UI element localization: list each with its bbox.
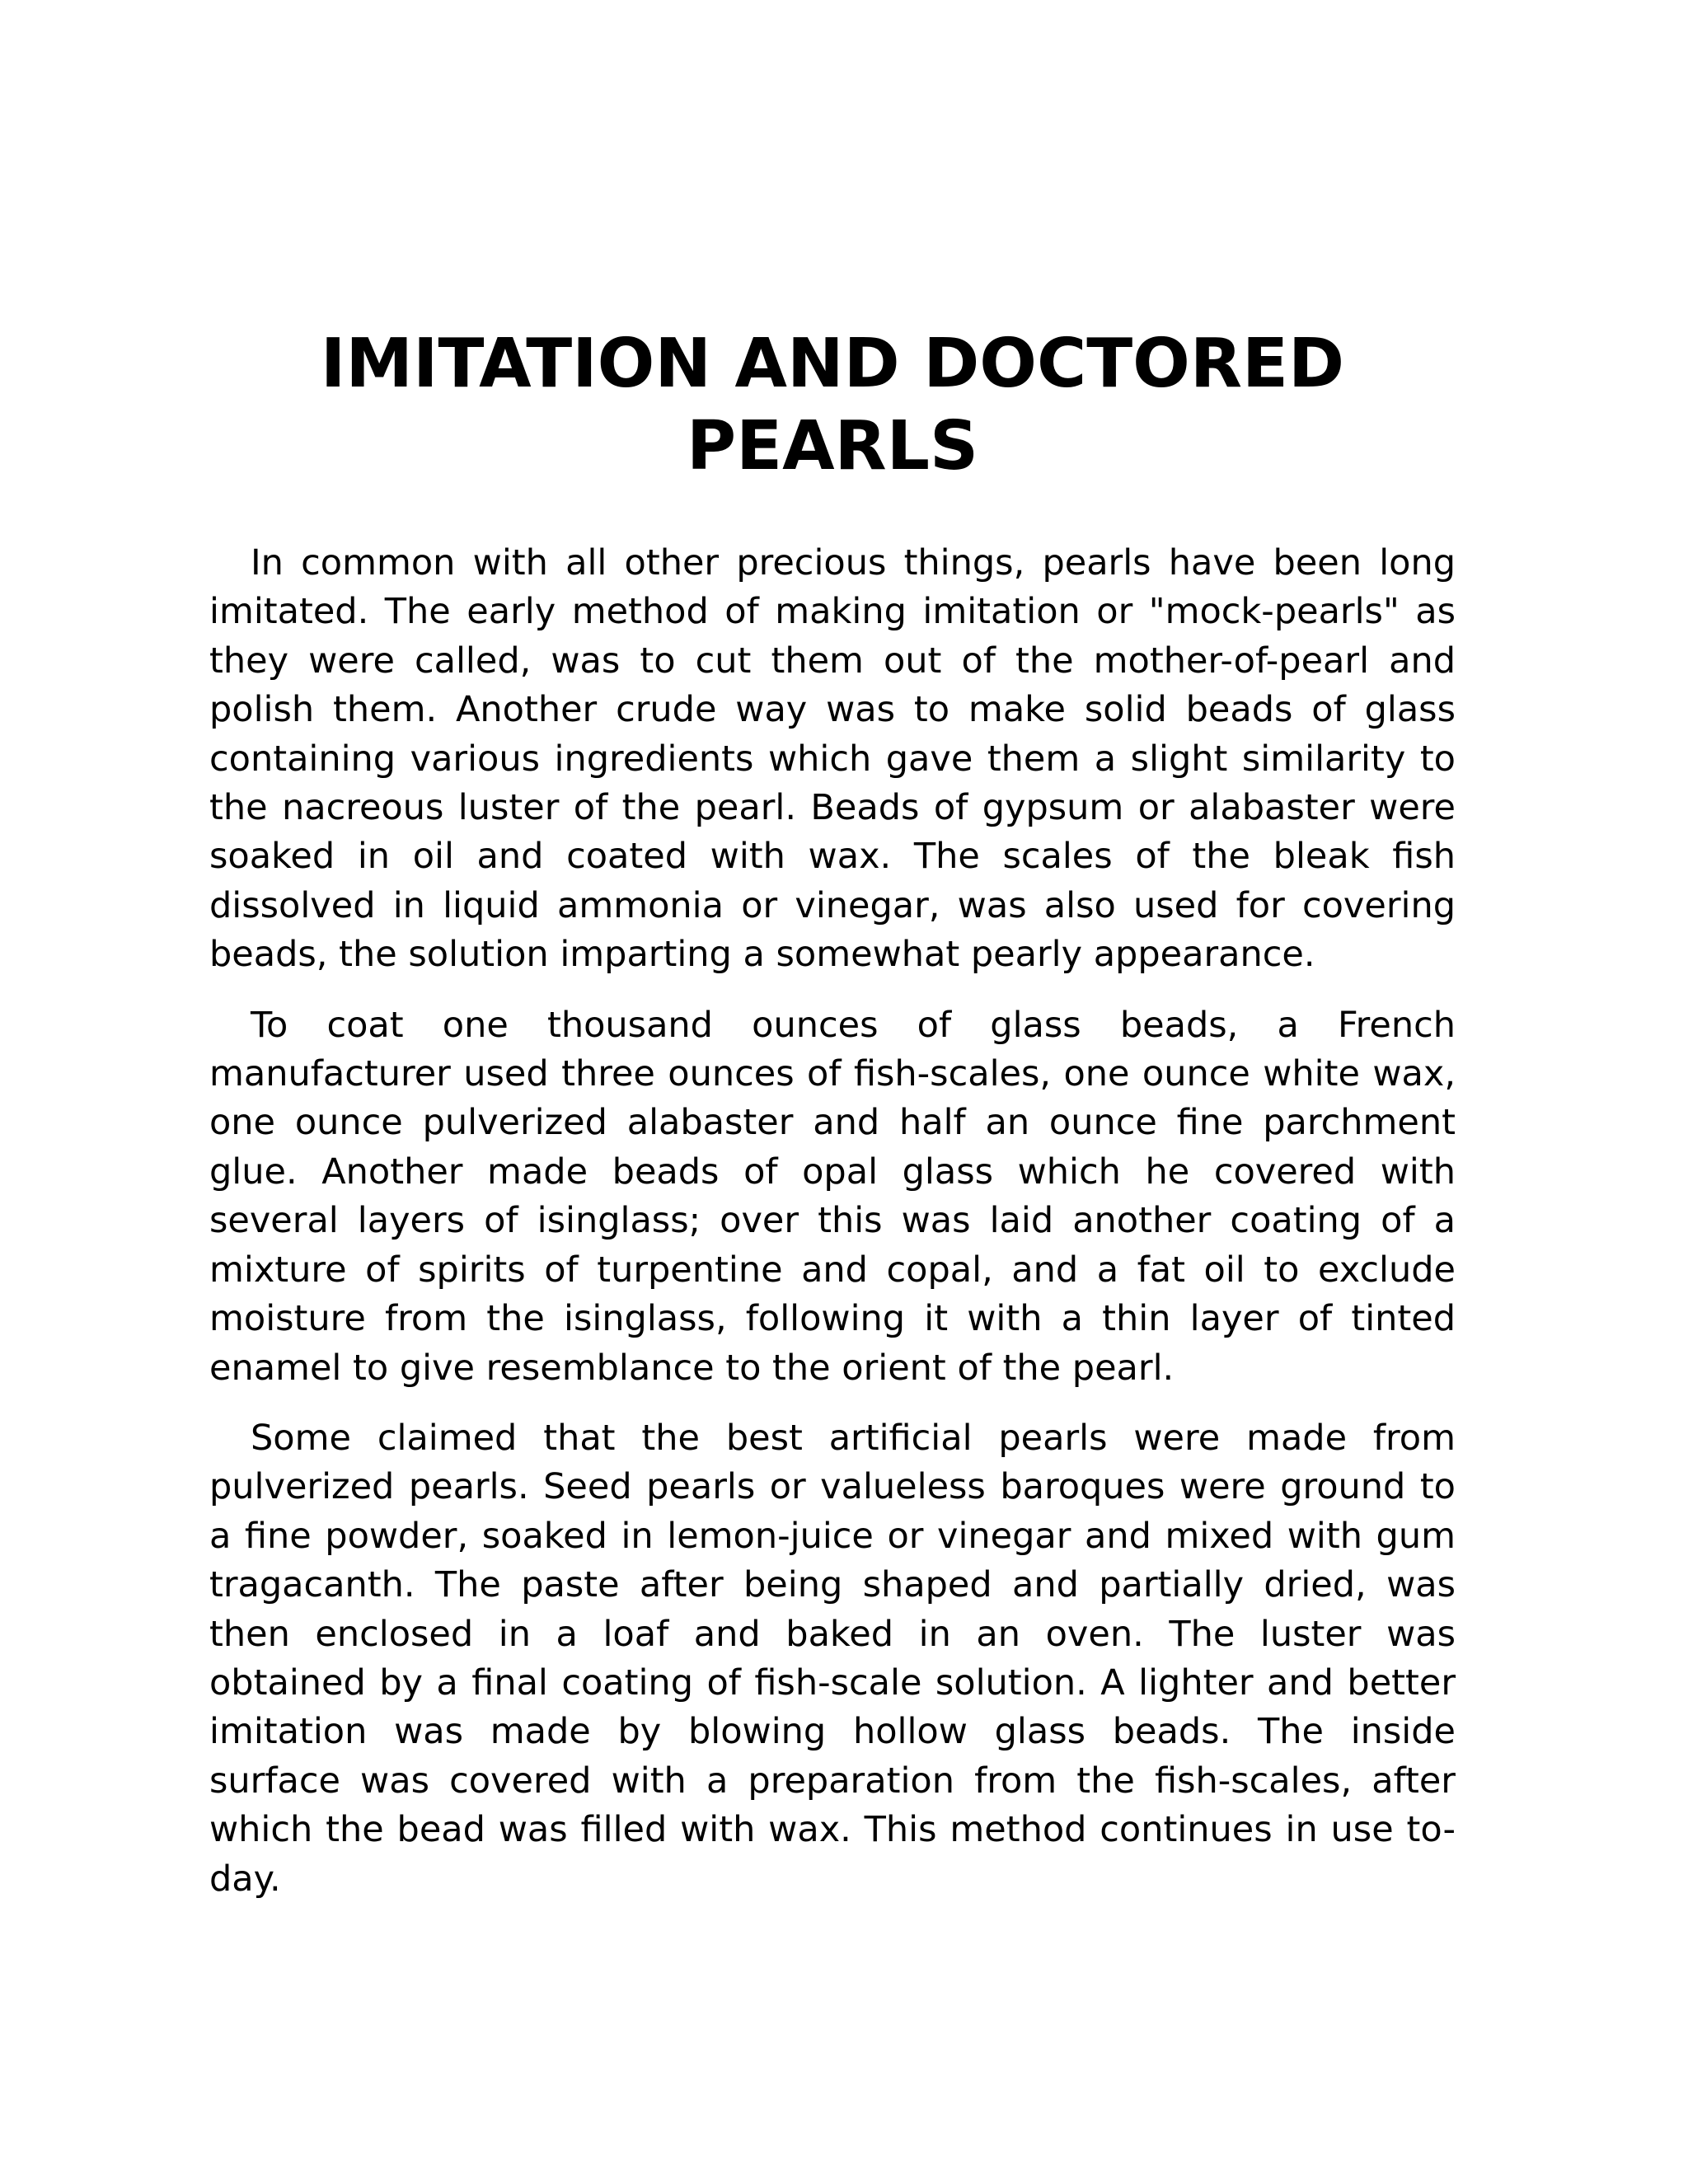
document-page [209, 323, 1456, 1925]
paragraph-3: Some claimed that the best artificial pearls were made from pulverized pearls. Seed pearls or valueless baroques were ground to a fine powder, soaked in lemon-juice or vinegar and mixed with gum tragacanth. The paste after being shaped and partially dried, was then enclosed in a loaf and baked in an oven. The luster was obtained by a final coating of fish-scale solution. A lighter and better imitation was made by blowing hollow glass beads. The inside surface was covered with a preparation from the fish-scales, after which the bead was filled with wax. This method continues in use to-day. [209, 1417, 1456, 1900]
chapter-title-line-2: PEARLS [686, 407, 979, 485]
chapter-title [209, 323, 1456, 488]
chapter-title-line-1: IMITATION AND DOCTORED [320, 325, 1345, 403]
paragraph-2: To coat one thousand ounces of glass beads, a French manufacturer used three ounces of fish-scales, one ounce white wax, one ounce pulverized alabaster and half an ounce fine parchment glue. Another made beads of opal glass which he covered with several layers of isinglass; over this was laid another coating of a mixture of spirits of turpentine and copal, and a fat oil to exclude moisture from the isinglass, following it with a thin layer of tinted enamel to give resemblance to the orient of the pearl. [209, 1004, 1456, 1389]
body-text [209, 539, 1456, 1904]
paragraph-1: In common with all other precious things, pearls have been long imitated. The early method of making imitation or "mock-pearls" as they were called, was to cut them out of the mother-of-pearl and polish them. Another crude way was to make solid beads of glass containing various ingredients which gave them a slight similarity to the nacreous luster of the pearl. Beads of gypsum or alabaster were soaked in oil and coated with wax. The scales of the bleak fish dissolved in liquid ammonia or vinegar, was also used for covering beads, the solution imparting a somewhat pearly appearance. [209, 542, 1456, 976]
